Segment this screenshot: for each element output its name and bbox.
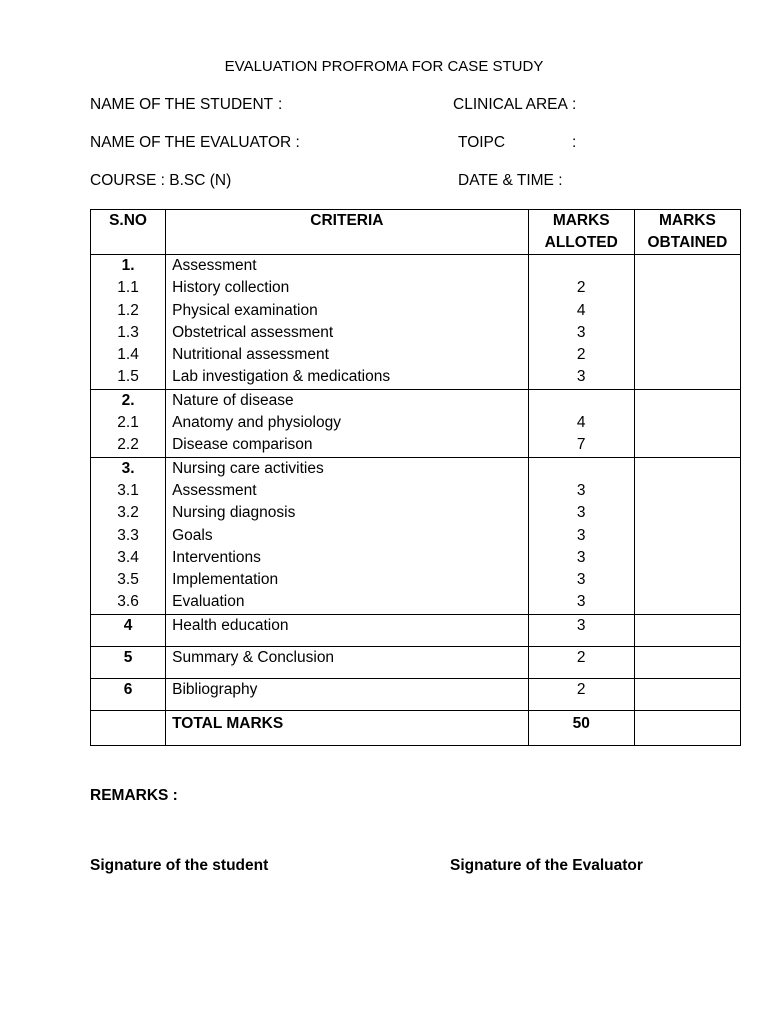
student-name-label: NAME OF THE STUDENT bbox=[90, 96, 274, 113]
header-alloted-line1: MARKS bbox=[552, 212, 610, 229]
criteria-value: Nutritional assessment bbox=[172, 346, 329, 364]
date-time-label: DATE & TIME : bbox=[458, 172, 563, 189]
table-row bbox=[91, 678, 741, 710]
remarks-label: REMARKS : bbox=[90, 787, 178, 804]
criteria-value: Interventions bbox=[172, 548, 261, 566]
sno-value: 3.6 bbox=[117, 593, 139, 611]
evaluator-signature-label: Signature of the Evaluator bbox=[450, 857, 643, 874]
criteria-value: Health education bbox=[172, 616, 289, 634]
sno-value: 2. bbox=[121, 391, 135, 409]
header-marks-obtained bbox=[634, 210, 740, 255]
criteria-value: Summary & Conclusion bbox=[172, 648, 335, 666]
marks-obtained-cell[interactable] bbox=[634, 389, 740, 457]
sno-value: 5 bbox=[123, 648, 133, 666]
document-title: EVALUATION PROFROMA FOR CASE STUDY bbox=[224, 58, 544, 75]
total-label-cell bbox=[166, 710, 529, 745]
sno-cell bbox=[91, 614, 166, 646]
marks-obtained-cell[interactable] bbox=[634, 255, 740, 390]
table-row bbox=[91, 646, 741, 678]
total-obtained-cell[interactable] bbox=[634, 710, 740, 745]
marks-value: 3 bbox=[576, 616, 586, 634]
criteria-value: Anatomy and physiology bbox=[172, 414, 341, 432]
header-obtained-line2: OBTAINED bbox=[647, 234, 728, 251]
topic-label: TOIPC bbox=[458, 134, 506, 151]
sno-cell bbox=[91, 389, 166, 457]
sno-value: 1.2 bbox=[117, 301, 139, 319]
clinical-area-colon: : bbox=[572, 96, 577, 113]
marks-value: 3 bbox=[576, 504, 586, 522]
total-marks-cell bbox=[528, 710, 634, 745]
marks-value bbox=[529, 390, 634, 412]
course-label: COURSE : B.SC (N) bbox=[90, 172, 232, 189]
marks-value: 2 bbox=[576, 279, 586, 297]
sno-value: 2.1 bbox=[117, 414, 139, 432]
sno-cell bbox=[91, 646, 166, 678]
criteria-value: Lab investigation & medications bbox=[172, 368, 391, 386]
criteria-cell bbox=[166, 678, 529, 710]
marks-value: 3 bbox=[576, 368, 586, 386]
sno-value: 1.1 bbox=[117, 279, 139, 297]
table-row-group-2 bbox=[91, 389, 741, 457]
marks-alloted-cell bbox=[528, 255, 634, 390]
marks-value: 3 bbox=[576, 526, 586, 544]
criteria-value: Evaluation bbox=[172, 593, 245, 611]
sno-cell bbox=[91, 678, 166, 710]
marks-value bbox=[529, 458, 634, 480]
table-row-group-3 bbox=[91, 457, 741, 614]
student-signature-label: Signature of the student bbox=[90, 857, 269, 874]
table-header-row bbox=[91, 210, 741, 255]
table-row-group-1 bbox=[91, 255, 741, 390]
sno-value: 3.1 bbox=[117, 481, 139, 499]
marks-alloted-cell bbox=[528, 678, 634, 710]
total-marks-value: 50 bbox=[572, 714, 590, 732]
sno-value: 1. bbox=[121, 257, 135, 274]
marks-value: 4 bbox=[576, 301, 586, 319]
marks-alloted-cell bbox=[528, 614, 634, 646]
marks-value: 4 bbox=[576, 414, 586, 432]
total-row bbox=[91, 710, 741, 745]
marks-value: 3 bbox=[576, 548, 586, 566]
criteria-value: Obstetrical assessment bbox=[172, 323, 334, 341]
criteria-cell bbox=[166, 646, 529, 678]
sno-value: 1.5 bbox=[117, 368, 139, 386]
criteria-value: Assessment bbox=[172, 481, 257, 499]
marks-obtained-cell[interactable] bbox=[634, 457, 740, 614]
sno-cell bbox=[91, 457, 166, 614]
marks-alloted-cell bbox=[528, 389, 634, 457]
marks-obtained-cell[interactable] bbox=[634, 646, 740, 678]
criteria-value: History collection bbox=[172, 279, 290, 297]
total-marks-label: TOTAL MARKS bbox=[172, 714, 284, 732]
header-sno: S.NO bbox=[91, 210, 166, 255]
sno-value: 6 bbox=[123, 680, 133, 698]
sno-value: 1.4 bbox=[117, 346, 139, 364]
marks-value bbox=[529, 255, 634, 277]
marks-value: 3 bbox=[576, 323, 586, 341]
criteria-cell bbox=[166, 614, 529, 646]
sno-value: 2.2 bbox=[117, 436, 139, 454]
evaluation-table bbox=[90, 209, 741, 746]
header-criteria: CRITERIA bbox=[166, 210, 529, 255]
evaluator-name-label: NAME OF THE EVALUATOR : bbox=[90, 134, 300, 151]
sno-value: 3.2 bbox=[117, 504, 139, 522]
criteria-value: Goals bbox=[172, 526, 213, 544]
marks-value: 7 bbox=[576, 436, 586, 454]
sno-value: 3.3 bbox=[117, 526, 139, 544]
sno-value: 3.4 bbox=[117, 548, 139, 566]
criteria-cell bbox=[166, 255, 529, 390]
table-row bbox=[91, 614, 741, 646]
criteria-value: Nature of disease bbox=[172, 391, 294, 409]
criteria-cell bbox=[166, 457, 529, 614]
sno-cell bbox=[91, 710, 166, 745]
criteria-cell bbox=[166, 389, 529, 457]
header-marks-alloted bbox=[528, 210, 634, 255]
criteria-value: Assessment bbox=[172, 257, 257, 274]
marks-value: 3 bbox=[576, 571, 586, 589]
marks-obtained-cell[interactable] bbox=[634, 678, 740, 710]
sno-value: 3. bbox=[121, 459, 135, 477]
criteria-value: Nursing care activities bbox=[172, 459, 324, 477]
marks-value: 2 bbox=[576, 680, 586, 698]
sno-cell bbox=[91, 255, 166, 390]
sno-value: 1.3 bbox=[117, 323, 139, 341]
header-obtained-line1: MARKS bbox=[658, 212, 716, 229]
marks-obtained-cell[interactable] bbox=[634, 614, 740, 646]
criteria-value: Implementation bbox=[172, 571, 279, 589]
topic-colon: : bbox=[572, 134, 577, 151]
header-alloted-line2: ALLOTED bbox=[544, 234, 618, 251]
criteria-value: Bibliography bbox=[172, 680, 258, 698]
sno-value: 4 bbox=[123, 616, 133, 634]
marks-alloted-cell bbox=[528, 646, 634, 678]
clinical-area-label: CLINICAL AREA bbox=[453, 96, 568, 113]
criteria-value: Nursing diagnosis bbox=[172, 504, 296, 522]
student-name-colon: : bbox=[278, 96, 283, 113]
marks-value: 2 bbox=[576, 346, 586, 364]
marks-value: 3 bbox=[576, 481, 586, 499]
marks-alloted-cell bbox=[528, 457, 634, 614]
criteria-value: Disease comparison bbox=[172, 436, 313, 454]
criteria-value: Physical examination bbox=[172, 301, 318, 319]
sno-value: 3.5 bbox=[117, 571, 139, 589]
marks-value: 2 bbox=[576, 648, 586, 666]
marks-value: 3 bbox=[576, 593, 586, 611]
